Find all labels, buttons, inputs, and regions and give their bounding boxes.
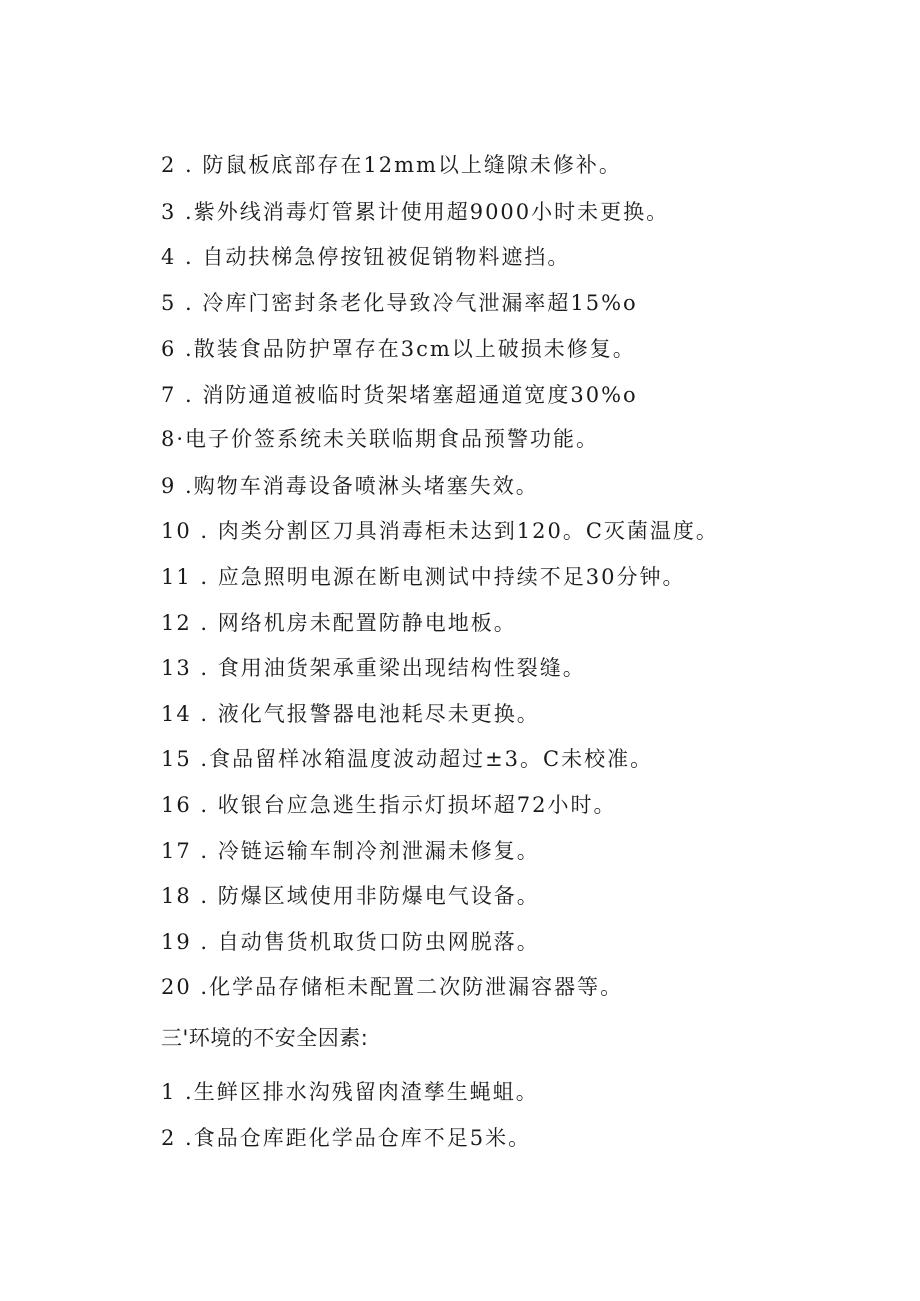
list-item: 2 . 防鼠板底部存在12mm以上缝隙未修补。 [161,153,622,177]
section-heading: 三'环境的不安全因素: [161,1026,369,1050]
list-item: 5 . 冷库门密封条老化导致冷气泄漏率超15%o [161,291,638,315]
list-item: 8·电子价签系统未关联临期食品预警功能。 [161,427,600,451]
list-item: 15 .食品留样冰箱温度波动超过±3。C未校准。 [161,747,654,771]
list-item: 10 . 肉类分割区刀具消毒柜未达到120。C灭菌温度。 [161,519,719,543]
list-item: 14 . 液化气报警器电池耗尽未更换。 [161,702,540,726]
list-item: 4 . 自动扶梯急停按钮被促销物料遮挡。 [161,245,571,269]
list-item: 6 .散装食品防护罩存在3cm以上破损未修复。 [161,337,636,361]
list-item: 19 . 自动售货机取货口防虫网脱落。 [161,930,540,954]
list-item: 1 .生鲜区排水沟残留肉渣孳生蝇蛆。 [161,1080,539,1104]
list-item: 12 . 网络机房未配置防静电地板。 [161,611,517,635]
list-item: 2 .食品仓库距化学品仓库不足5米。 [161,1126,532,1150]
list-item: 18 . 防爆区域使用非防爆电气设备。 [161,884,540,908]
list-item: 13 . 食用油货架承重梁出现结构性裂缝。 [161,656,586,680]
list-item: 7 . 消防通道被临时货架堵塞超通道宽度30%o [161,383,638,407]
list-item: 20 .化学品存储柜未配置二次防泄漏容器等。 [161,975,624,999]
list-item: 11 . 应急照明电源在断电测试中持续不足30分钟。 [161,565,686,589]
list-item: 9 .购物车消毒设备喷淋头堵塞失效。 [161,474,539,498]
list-item: 16 . 收银台应急逃生指示灯损坏超72小时。 [161,793,617,817]
list-item: 3 .紫外线消毒灯管累计使用超9000小时未更换。 [161,200,670,224]
list-item: 17 . 冷链运输车制冷剂泄漏未修复。 [161,839,540,863]
